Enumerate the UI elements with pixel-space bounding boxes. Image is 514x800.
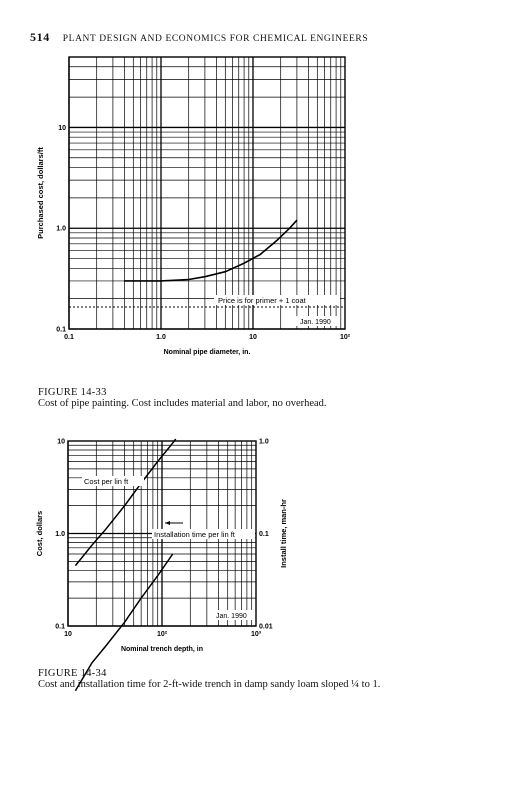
x-tick-label: 10 <box>64 631 72 638</box>
figure-14-33-caption <box>38 387 327 409</box>
y-tick-label: 0.1 <box>55 623 65 631</box>
figure-label: FIGURE 14-34 <box>38 668 107 679</box>
x-tick-label: 1.0 <box>156 334 166 341</box>
page-number: 514 <box>30 30 50 44</box>
y2-tick-label: 0.1 <box>259 531 269 538</box>
x-tick-label: 10² <box>339 334 351 341</box>
x-tick-label: 10³ <box>250 631 262 638</box>
figure-caption-text: Cost and installation time for 2-ft-wide trench in damp sandy loam sloped ¼ to 1. <box>38 679 381 690</box>
figure-label: FIGURE 14-33 <box>38 387 107 398</box>
date-note: Jan. 1990 <box>300 319 331 326</box>
y2-axis-label: Install time, man-hr <box>279 499 288 568</box>
figure-14-34-caption <box>38 668 380 690</box>
y-tick-label: 1.0 <box>55 531 65 538</box>
figure-caption-text: Cost of pipe painting. Cost includes material and labor, no overhead. <box>38 398 327 409</box>
x-tick-label: 0.1 <box>64 334 74 341</box>
x-axis-label: Nominal trench depth, in <box>120 646 204 653</box>
y2-tick-label: 1.0 <box>259 438 269 446</box>
label-leader-arrow <box>165 521 170 525</box>
y-axis-label: Purchased cost, dollars/ft <box>36 147 45 239</box>
y-tick-label: 1.0 <box>56 225 66 233</box>
series-label: Installation time per lin ft <box>154 530 235 539</box>
date-note: Jan. 1990 <box>216 613 247 620</box>
x-tick-label: 10 <box>249 334 257 341</box>
x-axis-label: Nominal pipe diameter, in. <box>163 349 251 356</box>
y-tick-label: 0.1 <box>56 326 66 334</box>
price-note: Price is for primer + 1 coat <box>218 296 306 305</box>
y2-tick-label: 0.01 <box>259 623 273 631</box>
cost-per-lin-ft-curve <box>75 439 175 566</box>
y-axis-label: Cost, dollars <box>35 510 44 557</box>
x-tick-label: 10² <box>156 631 168 638</box>
y-tick-label: 10 <box>57 438 65 446</box>
y-tick-label: 10 <box>58 124 66 132</box>
series-label: Cost per lin ft <box>84 477 129 486</box>
running-title: PLANT DESIGN AND ECONOMICS FOR CHEMICAL ENGINEERS <box>62 34 369 44</box>
